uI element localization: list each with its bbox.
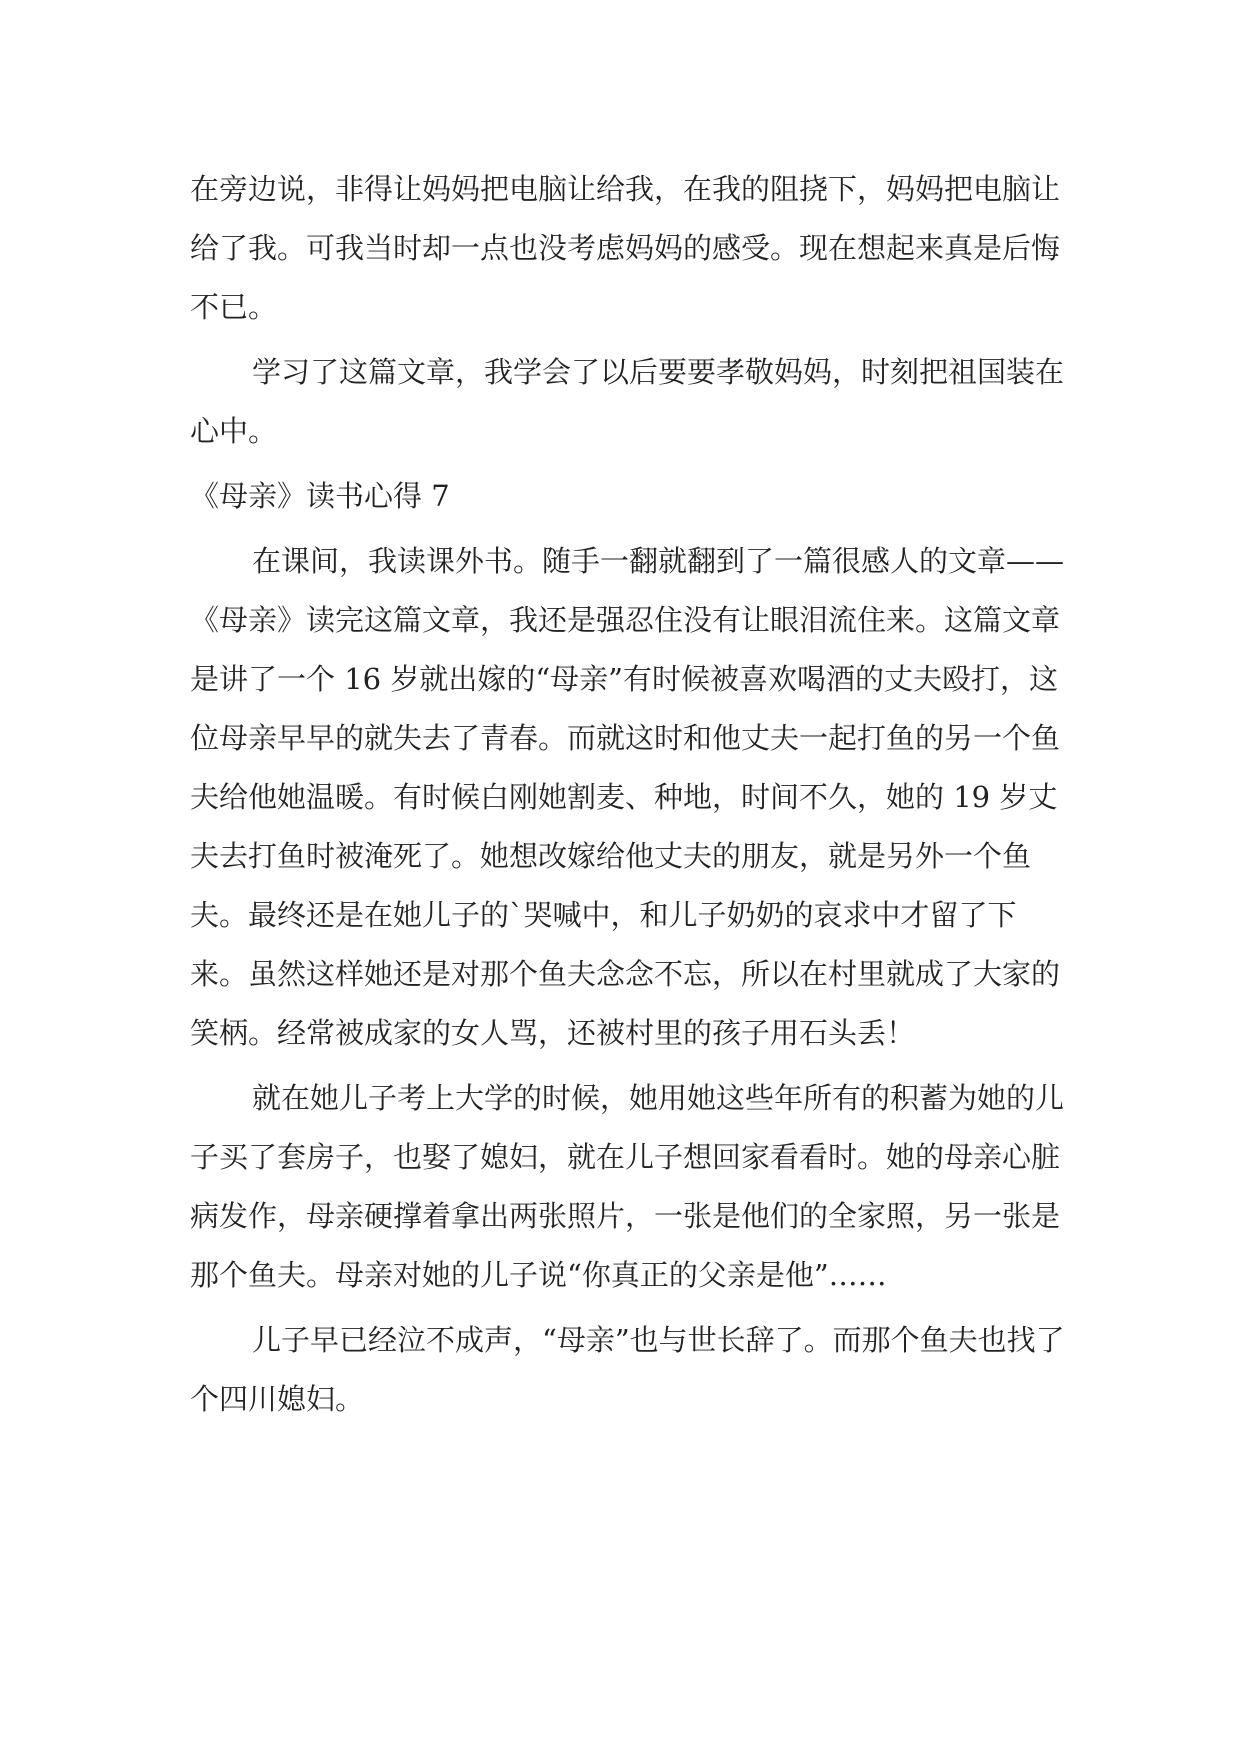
paragraph-story: 在课间，我读课外书。随手一翻就翻到了一篇很感人的文章——《母亲》读完这篇文章，我还是强忍住没有让眼泪流住来。这篇文章是讲了一个 16 岁就出嫁的“母亲”有时候被喜欢喝酒的丈夫殴打，这位母亲早早的就失去了青春。而就这时和他丈夫一起打鱼的另一个鱼夫给他她温暖。有时候白刚她割麦、种地，时间不久，她的 19 岁丈夫去打鱼时被淹死了。她想改嫁给他丈夫的朋友，就是另外一个鱼夫。最终还是在她儿子的`哭喊中，和儿子奶奶的哀求中才留了下来。虽然这样她还是对那个鱼夫念念不忘，所以在村里就成了大家的笑柄。经常被成家的女人骂，还被村里的孩子用石头丢！ — [190, 544, 1065, 1050]
paragraph-ending: 儿子早已经泣不成声，“母亲”也与世长辞了。而那个鱼夫也找了个四川媳妇。 — [190, 1323, 1065, 1416]
section-heading: 《母亲》读书心得 7 — [190, 479, 450, 513]
paragraph-son-college: 就在她儿子考上大学的时候，她用她这些年所有的积蓄为她的儿子买了套房子，也娶了媳妇，就在儿子想回家看看时。她的母亲心脏病发作，母亲硬撑着拿出两张照片，一张是他们的全家照，另一张是那个鱼夫。母亲对她的儿子说“你真正的父亲是他”…… — [190, 1081, 1065, 1292]
document-body — [190, 160, 1070, 1435]
paragraph-continuation: 在旁边说，非得让妈妈把电脑让给我，在我的阻挠下，妈妈把电脑让给了我。可我当时却一点也没考虑妈妈的感受。现在想起来真是后悔不已。 — [190, 172, 1061, 324]
paragraph-reflection: 学习了这篇文章，我学会了以后要要孝敬妈妈，时刻把祖国装在心中。 — [190, 355, 1065, 448]
